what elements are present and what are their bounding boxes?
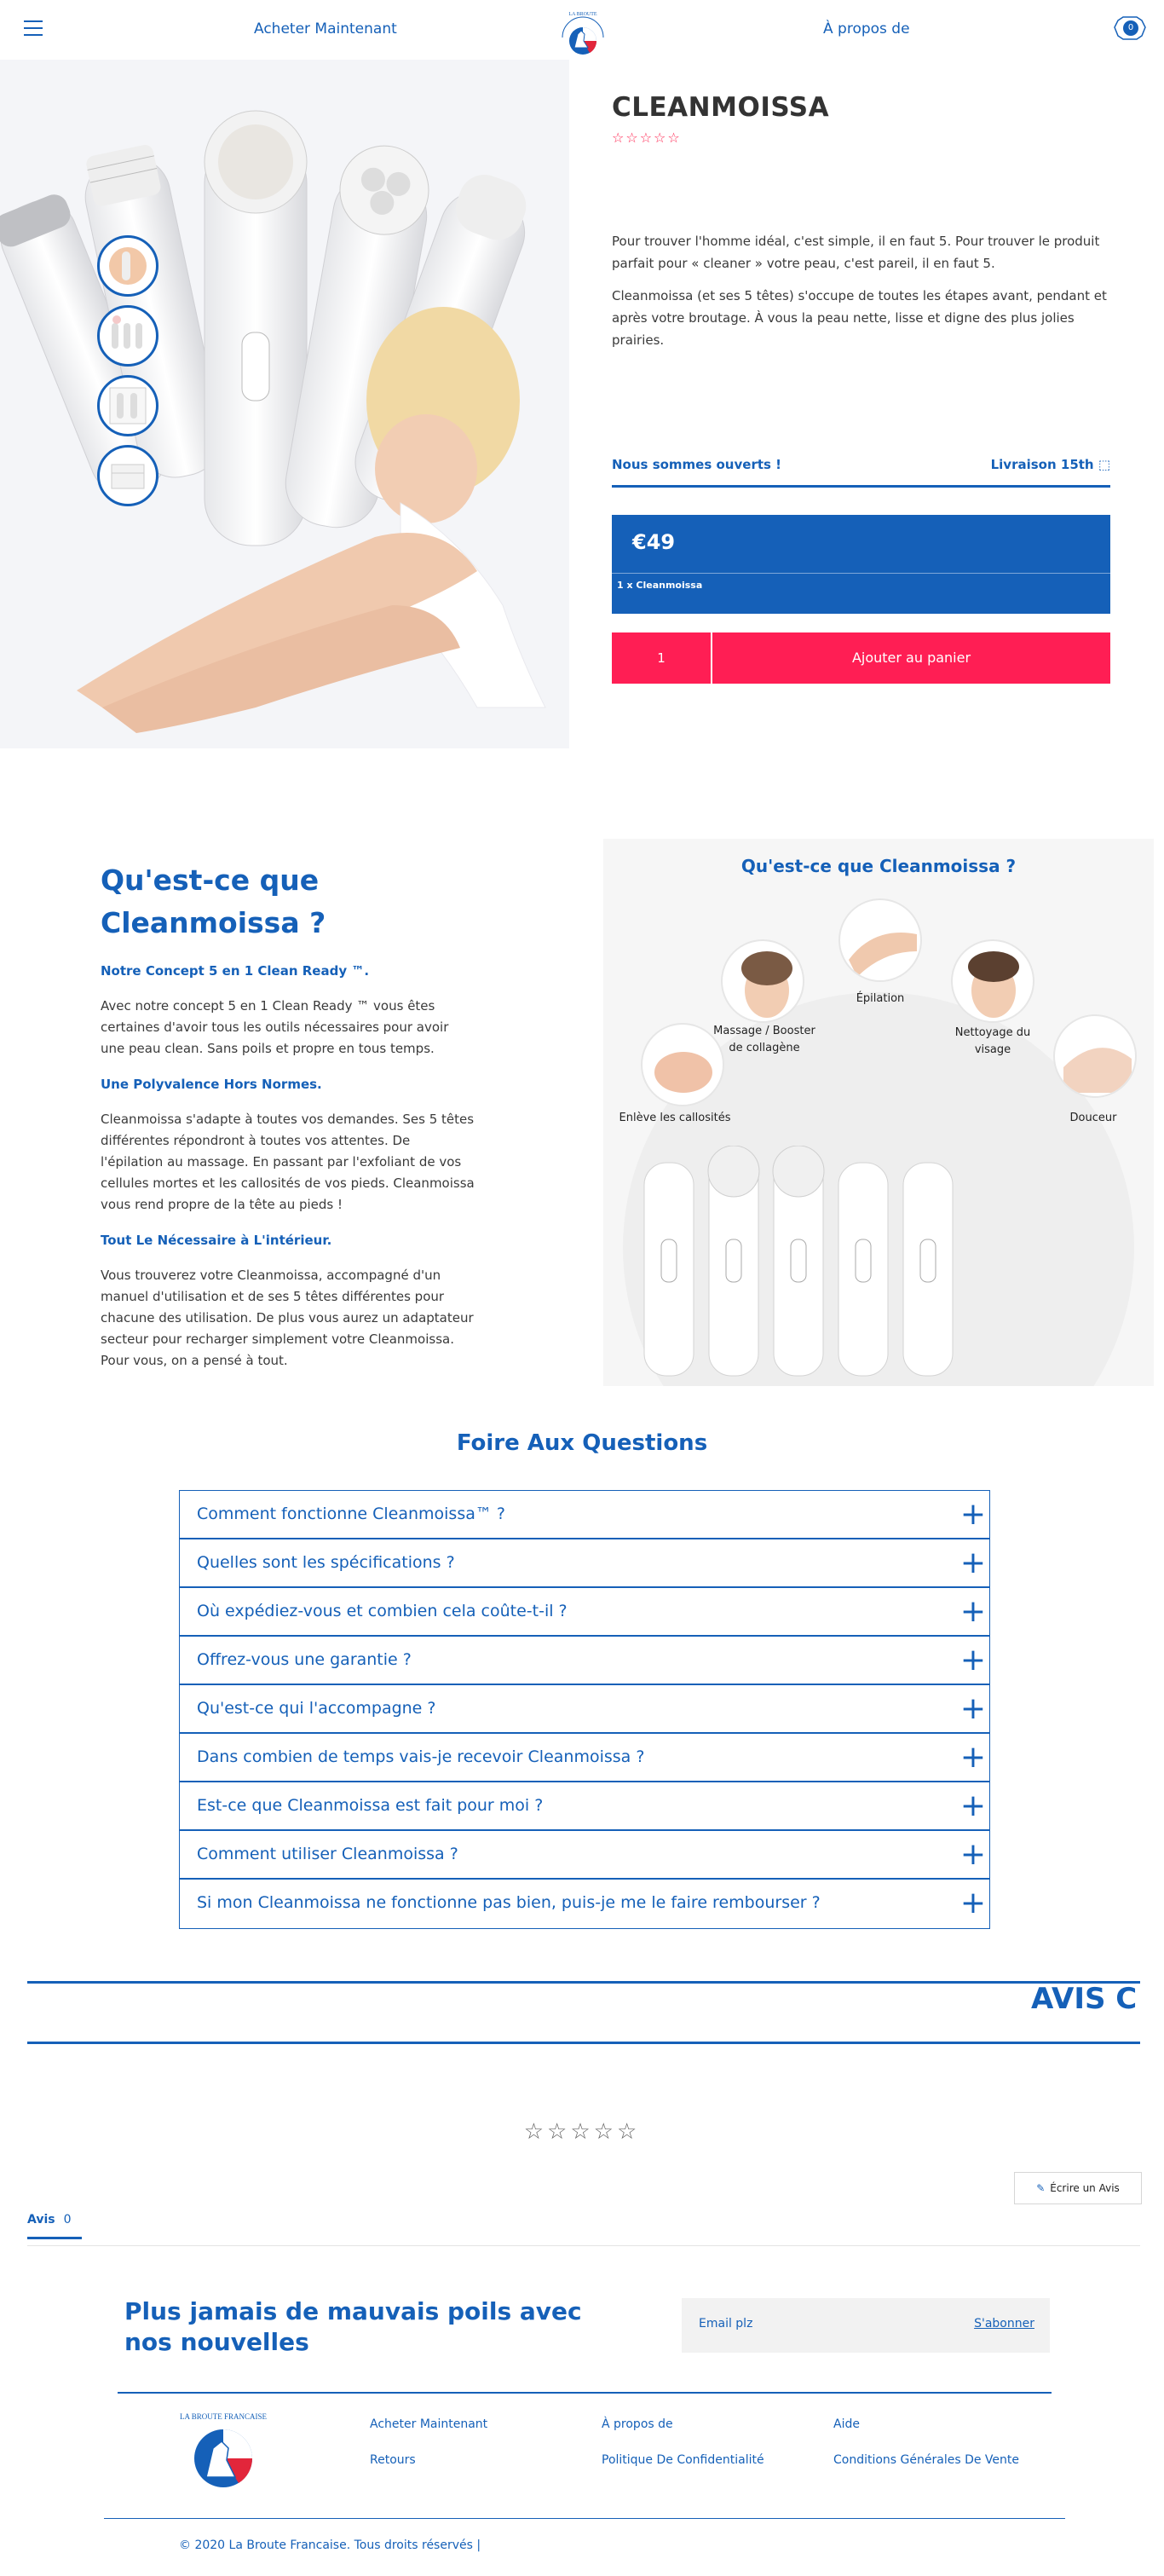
faq-question: Offrez-vous une garantie ? [197, 1650, 412, 1669]
footer-link-apropos[interactable]: À propos de [602, 2417, 673, 2431]
faq-item[interactable] [180, 1491, 989, 1539]
brand-logo[interactable] [556, 3, 610, 58]
thumbnail-3[interactable] [97, 375, 158, 436]
tab-avis-count: 0 [63, 2213, 72, 2227]
add-to-cart-button[interactable]: Ajouter au panier [712, 632, 1110, 684]
plus-icon[interactable]: + [959, 1788, 986, 1823]
faq-question: Qu'est-ce qui l'accompagne ? [197, 1699, 436, 1718]
footer-link-aide[interactable]: Aide [833, 2417, 860, 2431]
product-title: CLEANMOISSA [612, 92, 830, 123]
label-callosites: Enlève les callosités [619, 1112, 731, 1124]
thumbnail-2[interactable] [97, 305, 158, 367]
delivery-date: Livraison 15th ⬚ [990, 457, 1110, 472]
cart-button[interactable] [1113, 15, 1147, 41]
faq-accordion [179, 1490, 990, 1929]
quantity-input[interactable]: 1 [612, 632, 711, 684]
concept-text-2: Cleanmoissa s'adapte à toutes vos demandes. Ses 5 têtes différentes répondront à toutes vos attentes. De l'épilation au massage. En passant par l'exfoliant de vos cellules mortes et les callosités de vos pieds. Cleanmoissa vous rend propre de la tête au pieds ! [101, 1112, 475, 1212]
faq-item[interactable] [180, 1637, 989, 1685]
faq-question: Est-ce que Cleanmoissa est fait pour moi ? [197, 1796, 544, 1815]
reviews-bottom-line [27, 2042, 1140, 2044]
plus-icon[interactable]: + [959, 1886, 986, 1920]
price-divider [612, 573, 1110, 574]
edit-icon: ✎ [1036, 2182, 1046, 2194]
faq-question: Où expédiez-vous et combien cela coûte-t-il ? [197, 1602, 568, 1620]
concept-text-1: Avec notre concept 5 en 1 Clean Ready ™ vous êtes certaines d'avoir tous les outils nécessaires pour avoir une peau clean. Sans poils et propre en tous temps. [101, 998, 449, 1056]
nettoyage-bubble [951, 939, 1034, 1023]
tab-underline [27, 2237, 82, 2239]
reviews-divider [27, 2245, 1140, 2246]
tab-avis[interactable] [27, 2213, 72, 2227]
reviews-marquee-text: AVIS C [1031, 1984, 1138, 2016]
label-massage: Massage / Booster de collagène [713, 1025, 815, 1054]
faq-question: Si mon Cleanmoissa ne fonctionne pas bien, puis-je me le faire rembourser ? [197, 1893, 821, 1912]
bundle-label: 1 x Cleanmoissa [617, 580, 703, 591]
thumbnail-4[interactable] [97, 445, 158, 506]
faq-item[interactable] [180, 1734, 989, 1782]
product-photo [0, 60, 569, 748]
faq-item[interactable] [180, 1588, 989, 1637]
cart-count-badge: 0 [1123, 20, 1138, 36]
newsletter-title: Plus jamais de mauvais poils avec nos nouvelles [124, 2297, 582, 2356]
plus-icon[interactable]: + [959, 1740, 986, 1775]
subscribe-button[interactable]: S'abonner [974, 2317, 1034, 2331]
plus-icon[interactable]: + [959, 1837, 986, 1872]
reviews-stars: ☆☆☆☆☆ [523, 2119, 641, 2145]
faq-item[interactable] [180, 1685, 989, 1734]
svg-text:LA BROUTE: LA BROUTE [568, 12, 597, 17]
massage-bubble [721, 939, 804, 1023]
faq-question: Comment fonctionne Cleanmoissa™ ? [197, 1505, 505, 1523]
plus-icon[interactable]: + [959, 1691, 986, 1726]
footer-top-line [118, 2392, 1052, 2394]
footer-logo[interactable] [179, 2406, 268, 2494]
newsletter-form [682, 2298, 1050, 2353]
product-rating-stars[interactable]: ☆☆☆☆☆ [612, 130, 682, 146]
menu-icon[interactable] [24, 20, 43, 36]
site-header [0, 0, 1164, 60]
faq-item[interactable] [180, 1831, 989, 1880]
plus-icon[interactable]: + [959, 1594, 986, 1629]
product-price: €49 [632, 530, 676, 554]
label-epilation: Épilation [856, 992, 905, 1005]
tab-avis-label: Avis [27, 2213, 55, 2227]
faq-question: Quelles sont les spécifications ? [197, 1553, 455, 1572]
svg-text:LA BROUTE FRANCAISE: LA BROUTE FRANCAISE [179, 2412, 268, 2421]
label-douceur: Douceur [1069, 1112, 1117, 1124]
nav-acheter-maintenant[interactable]: Acheter Maintenant [254, 20, 397, 38]
reviews-marquee [27, 1984, 1140, 2042]
diagram-title: Qu'est-ce que Cleanmoissa ? [740, 856, 1017, 876]
footer-bottom-line [104, 2518, 1065, 2519]
faq-question: Dans combien de temps vais-je recevoir Cleanmoissa ? [197, 1747, 645, 1766]
faq-item[interactable] [180, 1880, 989, 1928]
product-image [0, 60, 569, 748]
footer-link-acheter[interactable]: Acheter Maintenant [370, 2417, 488, 2431]
features-diagram [603, 839, 1154, 1386]
concept-heading-1: Notre Concept 5 en 1 Clean Ready ™. [101, 963, 370, 979]
write-review-button[interactable] [1014, 2172, 1142, 2204]
plus-icon[interactable]: + [959, 1545, 986, 1580]
thumbnail-list [97, 235, 158, 515]
label-nettoyage: Nettoyage du visage [954, 1026, 1031, 1056]
thumbnail-1[interactable] [97, 235, 158, 297]
shop-status-bar [612, 453, 1110, 488]
plus-icon[interactable]: + [959, 1643, 986, 1678]
plus-icon[interactable]: + [959, 1497, 986, 1532]
concept-title: Qu'est-ce que Cleanmoissa ? [101, 863, 326, 939]
footer-link-confidentialite[interactable]: Politique De Confidentialité [602, 2453, 764, 2467]
faq-title: Foire Aux Questions [456, 1430, 708, 1456]
faq-item[interactable] [180, 1539, 989, 1588]
callosites-bubble [641, 1023, 724, 1106]
concept-heading-3: Tout Le Nécessaire à L'intérieur. [101, 1233, 332, 1248]
product-description [612, 230, 1110, 361]
email-input[interactable]: Email plz [699, 2317, 753, 2331]
nav-a-propos[interactable]: À propos de [823, 20, 910, 38]
footer-link-retours[interactable]: Retours [370, 2453, 416, 2467]
footer-link-cgv[interactable]: Conditions Générales De Vente [833, 2453, 1020, 2467]
devices-lineup [603, 1146, 1154, 1384]
bundle-option[interactable] [612, 515, 1110, 614]
description-paragraph-1: Pour trouver l'homme idéal, c'est simple, il en faut 5. Pour trouver le produit parfait pour « cleaner » votre peau, c'est pareil, il en faut 5. [612, 234, 1100, 271]
concept-section [101, 859, 475, 1389]
concept-text-3: Vous trouverez votre Cleanmoissa, accompagné d'un manuel d'utilisation et de ses 5 têtes différentes pour chacune des utilisation. De plus vous aurez un adaptateur secteur pour recharger simplement votre Cleanmoissa. Pour vous, on a pensé à tout. [101, 1268, 474, 1368]
open-status: Nous sommes ouverts ! [612, 457, 781, 472]
description-paragraph-2: Cleanmoissa (et ses 5 têtes) s'occupe de toutes les étapes avant, pendant et après votre broutage. À vous la peau nette, lisse et digne des plus jolies prairies. [612, 288, 1107, 348]
faq-item[interactable] [180, 1782, 989, 1831]
write-review-label: Écrire un Avis [1050, 2182, 1120, 2194]
douceur-bubble [1053, 1014, 1137, 1098]
epilation-bubble [838, 898, 922, 982]
copyright: © 2020 La Broute Francaise. Tous droits réservés | [179, 2538, 481, 2552]
faq-question: Comment utiliser Cleanmoissa ? [197, 1845, 458, 1863]
concept-heading-2: Une Polyvalence Hors Normes. [101, 1077, 322, 1092]
